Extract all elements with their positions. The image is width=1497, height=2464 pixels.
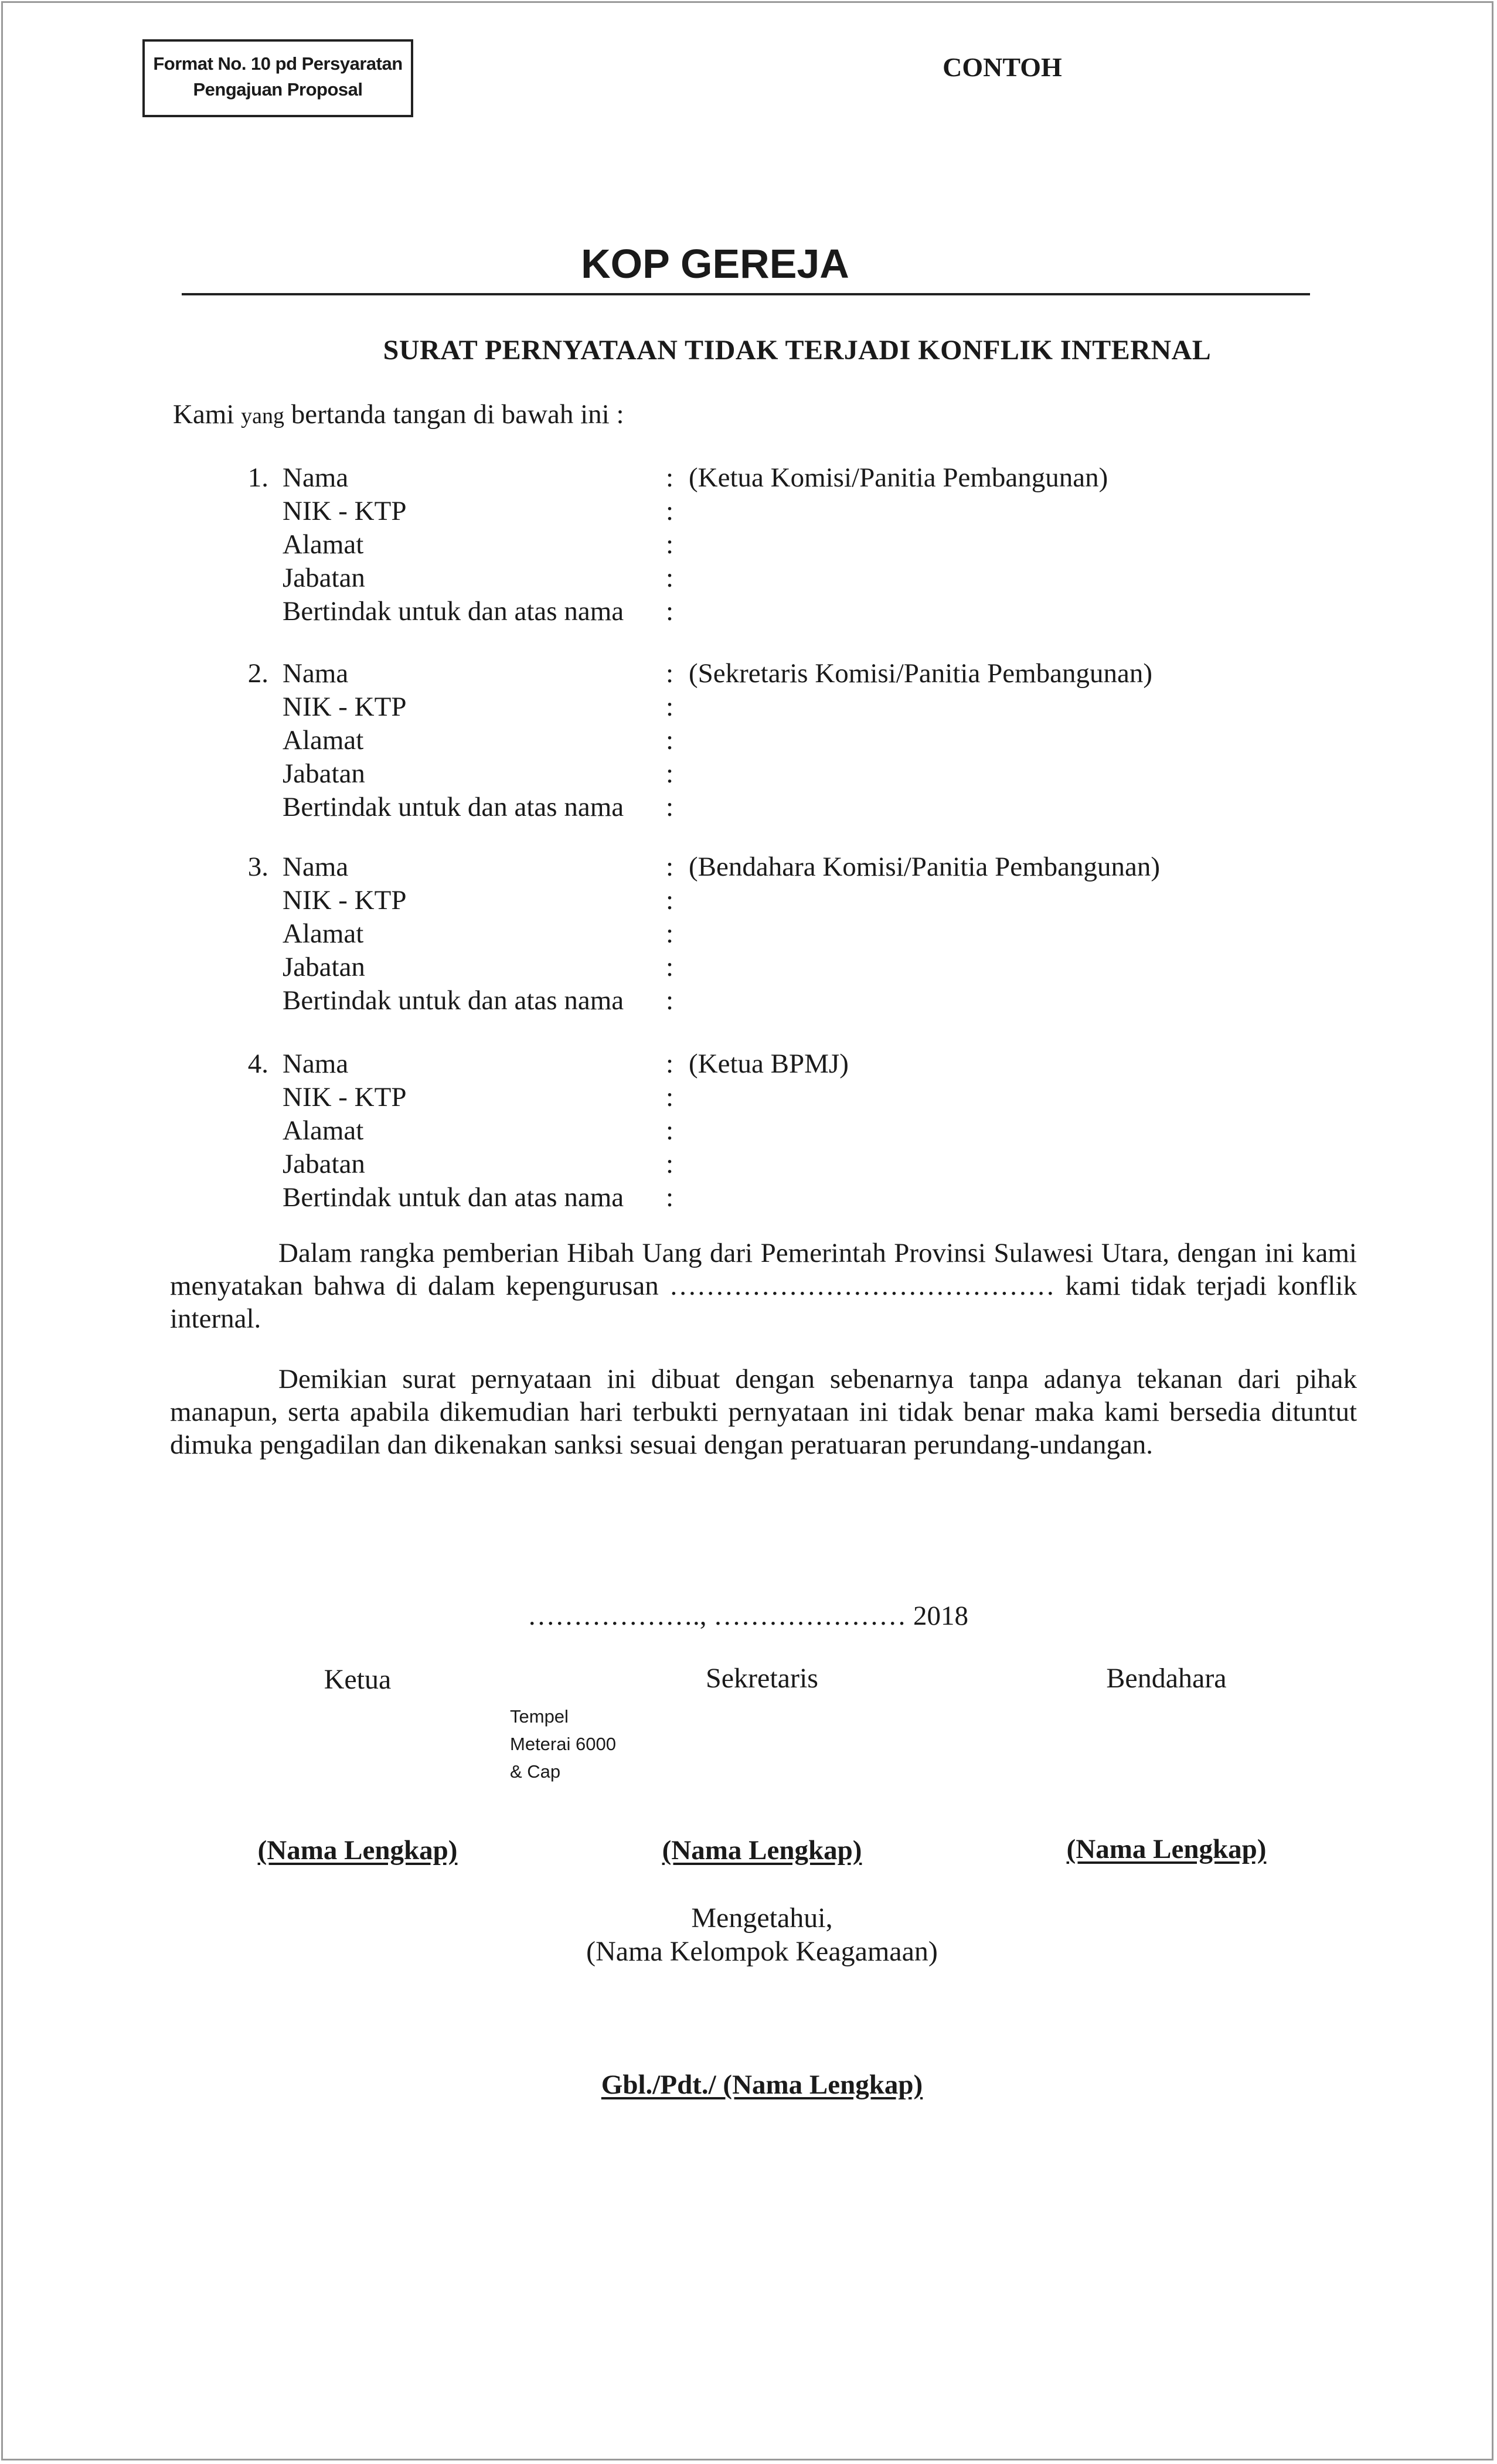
- signatory-number: 3.: [247, 852, 268, 882]
- field-label: Bertindak untuk dan atas nama: [283, 985, 624, 1016]
- field-label: NIK - KTP: [283, 692, 407, 722]
- field-label: Jabatan: [283, 952, 365, 982]
- signatory-number: 1.: [247, 462, 268, 493]
- field-colon: :: [666, 792, 674, 822]
- acknowledgement-group: (Nama Kelompok Keagamaan): [586, 1936, 938, 1967]
- name-sekretaris: (Nama Lengkap): [662, 1835, 862, 1866]
- intro-line: [173, 399, 624, 430]
- format-number-box: [142, 39, 413, 117]
- field-label: Jabatan: [283, 563, 365, 593]
- field-label: Alamat: [283, 725, 364, 755]
- paragraph-grant: Dalam rangka pemberian Hibah Uang dari Pemerintah Provinsi Sulawesi Utara, dengan ini kami menyatakan bahwa di dalam kepengurusan …………………………………… kami tidak terjadi konflik internal.: [170, 1238, 1357, 1334]
- signatory-number: 2.: [247, 658, 268, 689]
- field-colon: :: [666, 758, 674, 789]
- field-colon: :: [666, 725, 674, 755]
- field-label: Nama: [283, 462, 349, 493]
- stamp-duty-note: [510, 1703, 616, 1785]
- field-label: Bertindak untuk dan atas nama: [283, 596, 624, 627]
- acknowledgement-name: Gbl./Pdt./ (Nama Lengkap): [601, 2070, 923, 2100]
- signatory-role-note: (Bendahara Komisi/Panitia Pembangunan): [689, 852, 1161, 882]
- stamp-line-3: & Cap: [510, 1761, 561, 1782]
- stamp-line-2: Meterai 6000: [510, 1734, 616, 1754]
- role-sekretaris: Sekretaris: [706, 1663, 818, 1694]
- field-label: Bertindak untuk dan atas nama: [283, 1182, 624, 1213]
- field-label: NIK - KTP: [283, 496, 407, 526]
- field-colon: :: [666, 596, 674, 627]
- field-label: NIK - KTP: [283, 1082, 407, 1112]
- field-colon: :: [666, 852, 674, 882]
- field-label: Nama: [283, 658, 349, 689]
- field-colon: :: [666, 918, 674, 949]
- letterhead-placeholder: KOP GEREJA: [581, 241, 849, 287]
- field-colon: :: [666, 496, 674, 526]
- place-date: ………………., ………………… 2018: [528, 1601, 968, 1631]
- field-label: Bertindak untuk dan atas nama: [283, 792, 624, 822]
- role-bendahara: Bendahara: [1106, 1663, 1227, 1694]
- document-title: SURAT PERNYATAAN TIDAK TERJADI KONFLIK INTERNAL: [383, 335, 1212, 366]
- field-colon: :: [666, 1182, 674, 1213]
- sample-label: CONTOH: [943, 52, 1062, 82]
- signatory-role-note: (Sekretaris Komisi/Panitia Pembangunan): [689, 658, 1153, 689]
- signatory-number: 4.: [247, 1049, 268, 1079]
- name-ketua: (Nama Lengkap): [257, 1835, 458, 1866]
- field-colon: :: [666, 1082, 674, 1112]
- stamp-line-1: Tempel: [510, 1706, 569, 1727]
- format-box-line-2: Pengajuan Proposal: [193, 79, 363, 100]
- field-colon: :: [666, 1115, 674, 1146]
- field-colon: :: [666, 462, 674, 493]
- field-label: NIK - KTP: [283, 885, 407, 916]
- field-colon: :: [666, 563, 674, 593]
- signatory-role-note: (Ketua BPMJ): [689, 1049, 849, 1079]
- field-colon: :: [666, 885, 674, 916]
- acknowledgement-label: Mengetahui,: [691, 1903, 833, 1934]
- intro-yang: yang: [241, 404, 285, 428]
- role-ketua: Ketua: [324, 1664, 392, 1695]
- intro-rest: bertanda tangan di bawah ini :: [291, 399, 624, 430]
- field-label: Alamat: [283, 529, 364, 560]
- signatory-role-note: (Ketua Komisi/Panitia Pembangunan): [689, 462, 1108, 493]
- field-colon: :: [666, 985, 674, 1016]
- field-colon: :: [666, 529, 674, 560]
- name-bendahara: (Nama Lengkap): [1066, 1834, 1267, 1864]
- paragraph-closing: Demikian surat pernyataan ini dibuat dengan sebenarnya tanpa adanya tekanan dari pihak manapun, serta apabila dikemudian hari terbukti pernyataan ini tidak benar maka kami bersedia dituntut dimuka pengadilan dan dikenakan sanksi sesuai dengan peratuaran perundang-undangan.: [170, 1364, 1357, 1460]
- letterhead-divider: [182, 293, 1310, 295]
- format-box-line-1: Format No. 10 pd Persyaratan: [153, 53, 403, 74]
- field-colon: :: [666, 692, 674, 722]
- field-label: Alamat: [283, 1115, 364, 1146]
- field-colon: :: [666, 952, 674, 982]
- field-label: Alamat: [283, 918, 364, 949]
- field-label: Jabatan: [283, 758, 365, 789]
- field-colon: :: [666, 1049, 674, 1079]
- field-colon: :: [666, 1149, 674, 1179]
- field-label: Jabatan: [283, 1149, 365, 1179]
- field-label: Nama: [283, 852, 349, 882]
- field-colon: :: [666, 658, 674, 689]
- field-label: Nama: [283, 1049, 349, 1079]
- intro-kami: Kami: [173, 399, 234, 430]
